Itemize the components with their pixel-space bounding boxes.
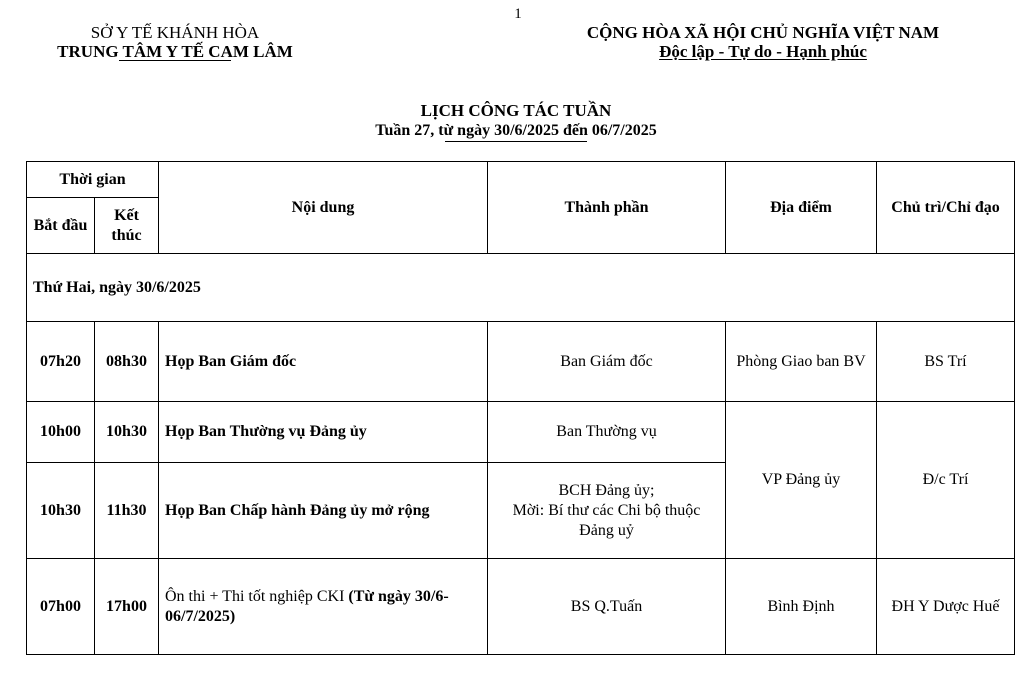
organization-name: TRUNG TÂM Y TẾ CAM LÂM bbox=[57, 42, 293, 61]
end-time: 11h30 bbox=[95, 463, 159, 559]
event-content bbox=[159, 559, 488, 655]
participants-invited: Mời: Bí thư các Chi bộ thuộc Đảng uỷ bbox=[512, 501, 701, 539]
day-row bbox=[27, 254, 1015, 322]
start-header: Bắt đầu bbox=[27, 198, 95, 254]
issuer-header bbox=[35, 23, 315, 62]
end-time: 17h00 bbox=[95, 559, 159, 655]
chair-header: Chủ trì/Chỉ đạo bbox=[877, 162, 1015, 254]
document-subtitle bbox=[0, 121, 1029, 141]
table-row bbox=[27, 559, 1015, 655]
start-time: 07h00 bbox=[27, 559, 95, 655]
end-time: 10h30 bbox=[95, 402, 159, 463]
time-group-header: Thời gian bbox=[27, 162, 159, 198]
national-header bbox=[540, 23, 986, 61]
content-header: Nội dung bbox=[159, 162, 488, 254]
event-content: Họp Ban Giám đốc bbox=[159, 322, 488, 402]
day-label: Thứ Hai, ngày 30/6/2025 bbox=[27, 254, 1015, 322]
event-content: Họp Ban Chấp hành Đảng ủy mở rộng bbox=[159, 463, 488, 559]
event-content-text: Ôn thi + Thi tốt nghiệp CKI bbox=[165, 587, 349, 605]
weekly-schedule-table bbox=[26, 161, 1015, 655]
event-participants: Ban Thường vụ bbox=[488, 402, 726, 463]
event-chair: Đ/c Trí bbox=[877, 402, 1015, 559]
event-date-range: (Từ ngày 30/6-06/7/2025) bbox=[165, 587, 449, 625]
event-participants bbox=[488, 463, 726, 559]
event-chair: ĐH Y Dược Huế bbox=[877, 559, 1015, 655]
week-range: Tuần 27, từ ngày 30/6/2025 đến 06/7/2025 bbox=[375, 122, 657, 139]
event-location: Bình Định bbox=[726, 559, 877, 655]
event-participants: BS Q.Tuấn bbox=[488, 559, 726, 655]
document-title: LỊCH CÔNG TÁC TUẦN bbox=[420, 101, 612, 120]
end-header: Kết thúc bbox=[95, 198, 159, 254]
subtitle-divider bbox=[445, 141, 587, 142]
table-row bbox=[27, 402, 1015, 463]
event-location: VP Đảng ủy bbox=[726, 402, 877, 559]
participants-primary: BCH Đảng ủy; bbox=[558, 481, 655, 499]
table-row bbox=[27, 322, 1015, 402]
event-location: Phòng Giao ban BV bbox=[726, 322, 877, 402]
event-chair: BS Trí bbox=[877, 322, 1015, 402]
start-time: 07h20 bbox=[27, 322, 95, 402]
page-number: 1 bbox=[514, 6, 522, 22]
national-motto: Độc lập - Tự do - Hạnh phúc bbox=[659, 42, 867, 61]
event-participants: Ban Giám đốc bbox=[488, 322, 726, 402]
header-row bbox=[27, 162, 1015, 198]
start-time: 10h00 bbox=[27, 402, 95, 463]
end-time: 08h30 bbox=[95, 322, 159, 402]
start-time: 10h30 bbox=[27, 463, 95, 559]
event-content: Họp Ban Thường vụ Đảng ủy bbox=[159, 402, 488, 463]
location-header: Địa điểm bbox=[726, 162, 877, 254]
header-divider bbox=[119, 60, 231, 61]
parent-organization: SỞ Y TẾ KHÁNH HÒA bbox=[90, 23, 260, 42]
participants-header: Thành phần bbox=[488, 162, 726, 254]
country-name: CỘNG HÒA XÃ HỘI CHỦ NGHĨA VIỆT NAM bbox=[586, 23, 940, 42]
